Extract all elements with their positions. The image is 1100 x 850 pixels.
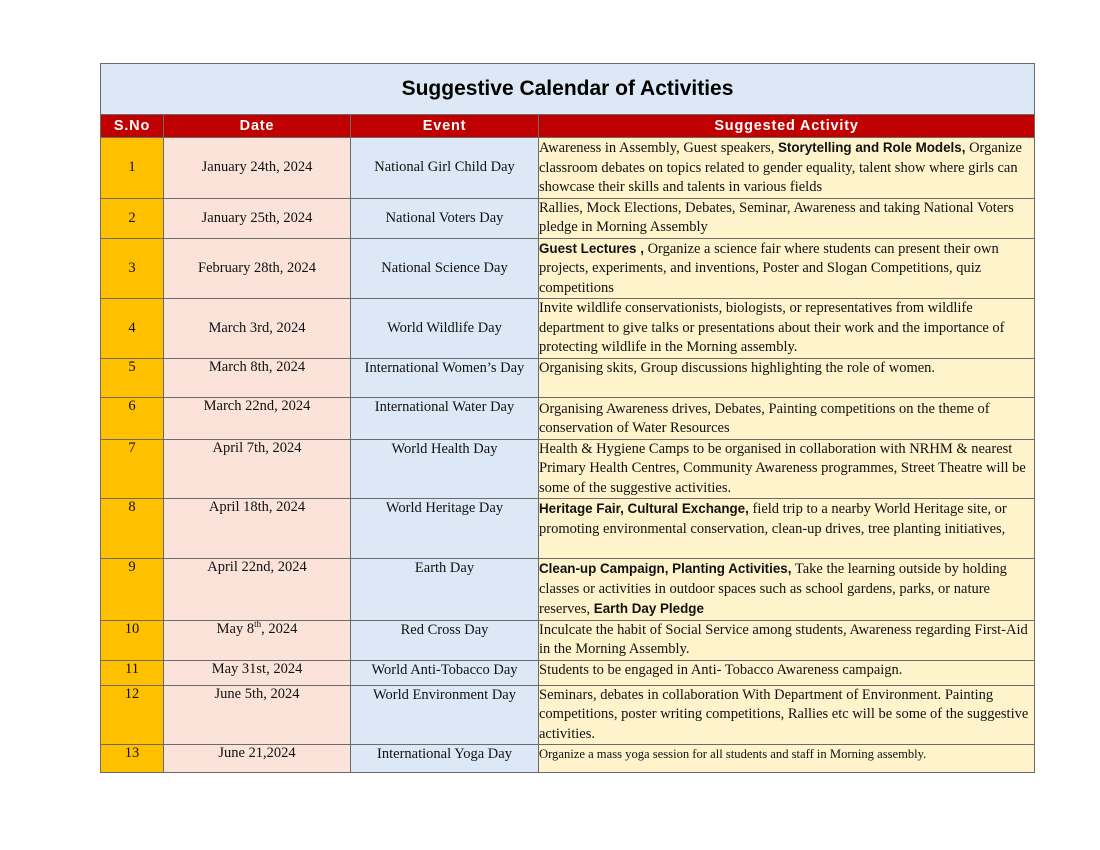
table-row xyxy=(101,299,1035,359)
sno-cell: 1 xyxy=(101,138,164,199)
sno-cell: 2 xyxy=(101,198,164,238)
date-cell: May 31st, 2024 xyxy=(164,660,351,685)
sno-cell: 8 xyxy=(101,499,164,559)
header-date: Date xyxy=(164,115,351,138)
date-cell: February 28th, 2024 xyxy=(164,238,351,299)
event-cell: International Yoga Day xyxy=(351,745,539,773)
event-cell: International Water Day xyxy=(351,397,539,439)
sno-cell: 9 xyxy=(101,559,164,621)
event-cell: World Wildlife Day xyxy=(351,299,539,359)
sno-cell: 10 xyxy=(101,620,164,660)
activity-bold-text: Heritage Fair, Cultural Exchange, xyxy=(539,501,749,516)
activity-text: Take the learning outside by holding classes or activities in outdoor spaces such as school gardens, parks, or nature reserves, xyxy=(539,561,1007,617)
title-row xyxy=(101,64,1035,115)
activity-bold-text: Clean-up Campaign, Planting Activities, xyxy=(539,561,792,576)
table-row xyxy=(101,660,1035,685)
table-row xyxy=(101,138,1035,199)
activity-cell xyxy=(539,559,1035,621)
activity-cell: Seminars, debates in collaboration With Department of Environment. Painting competitions, poster writing competitions, Rallies etc will be some of the suggestive activities. xyxy=(539,685,1035,745)
date-text: May 8 xyxy=(216,620,255,637)
date-cell: March 22nd, 2024 xyxy=(164,397,351,439)
header-activity: Suggested Activity xyxy=(539,115,1035,138)
event-cell: National Voters Day xyxy=(351,198,539,238)
activity-cell: Invite wildlife conservationists, biologists, or representatives from wildlife department to give talks or presentations about their work and the importance of protecting wildlife in the Morning assembly. xyxy=(539,299,1035,359)
event-cell: Red Cross Day xyxy=(351,620,539,660)
activity-cell xyxy=(539,499,1035,559)
date-cell: April 22nd, 2024 xyxy=(164,559,351,621)
sno-cell: 4 xyxy=(101,299,164,359)
sno-cell: 12 xyxy=(101,685,164,745)
date-text: , 2024 xyxy=(261,620,298,637)
sno-cell: 11 xyxy=(101,660,164,685)
table-row xyxy=(101,685,1035,745)
table-row xyxy=(101,238,1035,299)
header-row xyxy=(101,115,1035,138)
table-row xyxy=(101,499,1035,559)
date-cell: April 7th, 2024 xyxy=(164,439,351,499)
activity-cell: Students to be engaged in Anti- Tobacco Awareness campaign. xyxy=(539,660,1035,685)
event-cell: World Environment Day xyxy=(351,685,539,745)
activity-cell: Organising Awareness drives, Debates, Painting competitions on the theme of conservation of Water Resources xyxy=(539,397,1035,439)
date-cell: January 24th, 2024 xyxy=(164,138,351,199)
activities-calendar-table xyxy=(100,63,1035,773)
activity-cell xyxy=(539,138,1035,199)
table-row xyxy=(101,358,1035,397)
activity-text: Organize classroom debates on topics related to gender equality, talent show where girls can showcase their skills and talents in various fields xyxy=(539,140,1022,195)
table-row xyxy=(101,198,1035,238)
activity-cell: Organize a mass yoga session for all students and staff in Morning assembly. xyxy=(539,745,1035,773)
event-cell: National Science Day xyxy=(351,238,539,299)
date-cell xyxy=(164,620,351,660)
event-cell: International Women’s Day xyxy=(351,358,539,397)
date-superscript: th xyxy=(254,618,262,629)
activity-cell: Organising skits, Group discussions highlighting the role of women. xyxy=(539,358,1035,397)
event-cell: World Heritage Day xyxy=(351,499,539,559)
date-cell: January 25th, 2024 xyxy=(164,198,351,238)
activity-text: field trip to a nearby World Heritage site, or promoting environmental conservation, clean-up drives, tree planting initiatives, xyxy=(539,501,1007,537)
event-cell: World Anti-Tobacco Day xyxy=(351,660,539,685)
sno-cell: 7 xyxy=(101,439,164,499)
table-row xyxy=(101,620,1035,660)
header-sno: S.No xyxy=(101,115,164,138)
activity-cell: Inculcate the habit of Social Service among students, Awareness regarding First-Aid in the Morning Assembly. xyxy=(539,620,1035,660)
activity-text: Awareness in Assembly, Guest speakers, xyxy=(539,140,778,156)
table-row xyxy=(101,745,1035,773)
activity-cell xyxy=(539,238,1035,299)
date-cell: March 3rd, 2024 xyxy=(164,299,351,359)
sno-cell: 13 xyxy=(101,745,164,773)
date-cell: April 18th, 2024 xyxy=(164,499,351,559)
event-cell: Earth Day xyxy=(351,559,539,621)
date-cell: June 5th, 2024 xyxy=(164,685,351,745)
activity-cell: Rallies, Mock Elections, Debates, Seminar, Awareness and taking National Voters pledge in Morning Assembly xyxy=(539,198,1035,238)
sno-cell: 6 xyxy=(101,397,164,439)
event-cell: National Girl Child Day xyxy=(351,138,539,199)
date-cell: March 8th, 2024 xyxy=(164,358,351,397)
date-cell: June 21,2024 xyxy=(164,745,351,773)
header-event: Event xyxy=(351,115,539,138)
table-row xyxy=(101,559,1035,621)
activity-bold-text: Storytelling and Role Models, xyxy=(777,140,966,155)
activity-bold-text: Earth Day Pledge xyxy=(593,601,704,616)
table-row xyxy=(101,439,1035,499)
sno-cell: 5 xyxy=(101,358,164,397)
activity-cell: Health & Hygiene Camps to be organised in collaboration with NRHM & nearest Primary Health Centres, Community Awareness programmes, Street Theatre will be some of the suggestive activities. xyxy=(539,439,1035,499)
activity-text: Organize a science fair where students can present their own projects, experiments, and inventions, Poster and Slogan Competitions, quiz competitions xyxy=(539,240,999,296)
sno-cell: 3 xyxy=(101,238,164,299)
table-title: Suggestive Calendar of Activities xyxy=(101,64,1035,115)
table-row xyxy=(101,397,1035,439)
event-cell: World Health Day xyxy=(351,439,539,499)
activity-bold-text: Guest Lectures , xyxy=(539,240,644,256)
